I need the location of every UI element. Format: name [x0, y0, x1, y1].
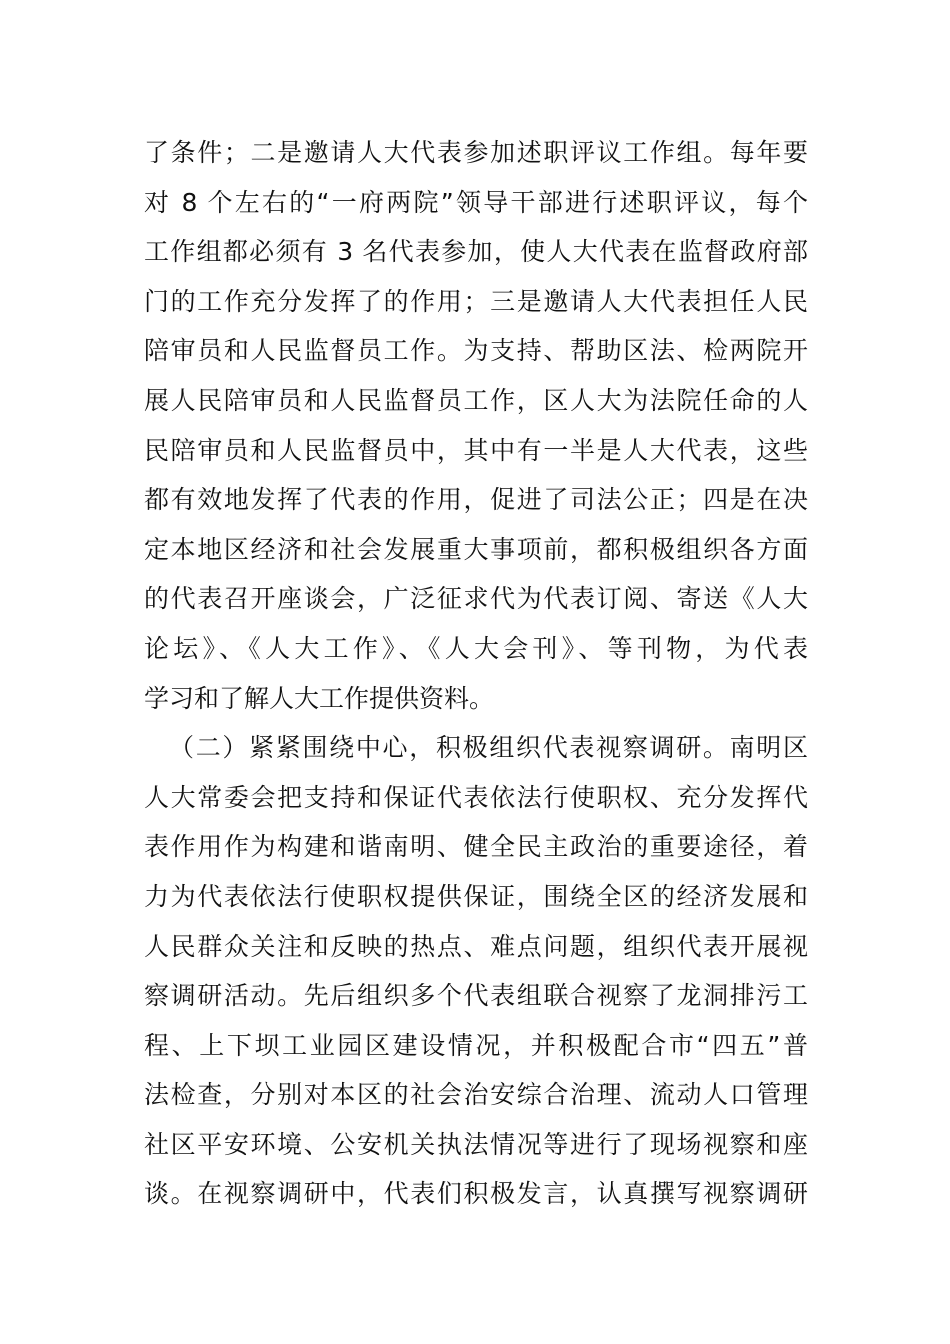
text-line: 陪审员和人民监督员工作。为支持、帮助区法、检两院开: [144, 336, 808, 366]
text-line: 门的工作充分发挥了的作用；三是邀请人大代表担任人民: [144, 286, 808, 316]
text-line: 谈。在视察调研中，代表们积极发言，认真撰写视察调研: [144, 1179, 808, 1209]
text-line: 社区平安环境、公安机关执法情况等进行了现场视察和座: [144, 1129, 808, 1159]
body-text: [144, 128, 808, 1219]
text-line: 的代表召开座谈会，广泛征求代为代表订阅、寄送《人大: [144, 584, 808, 614]
text-line: 程、上下坝工业园区建设情况，并积极配合市“四五”普: [144, 1030, 808, 1060]
text-line: 对 8 个左右的“一府两院”领导干部进行述职评议，每个: [144, 187, 808, 217]
text-line: 力为代表依法行使职权提供保证，围绕全区的经济发展和: [144, 881, 808, 911]
paragraph-end-line: 学习和了解人大工作提供资料。: [144, 683, 495, 713]
text-line: 定本地区经济和社会发展重大事项前，都积极组织各方面: [144, 534, 808, 564]
section-heading-line: （二）紧紧围绕中心，积极组织代表视察调研。南明区: [169, 733, 808, 763]
text-line: 展人民陪审员和人民监督员工作，区人大为法院任命的人: [144, 385, 808, 415]
text-line: 人民群众关注和反映的热点、难点问题，组织代表开展视: [144, 931, 808, 961]
text-line: 工作组都必须有 3 名代表参加，使人大代表在监督政府部: [144, 237, 808, 267]
text-line: 民陪审员和人民监督员中，其中有一半是人大代表，这些: [144, 435, 808, 465]
text-line: 论坛》、《人大工作》、《人大会刊》、等刊物，为代表: [144, 633, 808, 663]
text-line: 人大常委会把支持和保证代表依法行使职权、充分发挥代: [144, 782, 808, 812]
text-line: 察调研活动。先后组织多个代表组联合视察了龙洞排污工: [144, 981, 808, 1011]
text-line: 表作用作为构建和谐南明、健全民主政治的重要途径，着: [144, 832, 808, 862]
text-line: 了条件；二是邀请人大代表参加述职评议工作组。每年要: [144, 138, 808, 167]
text-line: 法检查，分别对本区的社会治安综合治理、流动人口管理: [144, 1080, 808, 1110]
text-line: 都有效地发挥了代表的作用，促进了司法公正；四是在决: [144, 485, 808, 515]
